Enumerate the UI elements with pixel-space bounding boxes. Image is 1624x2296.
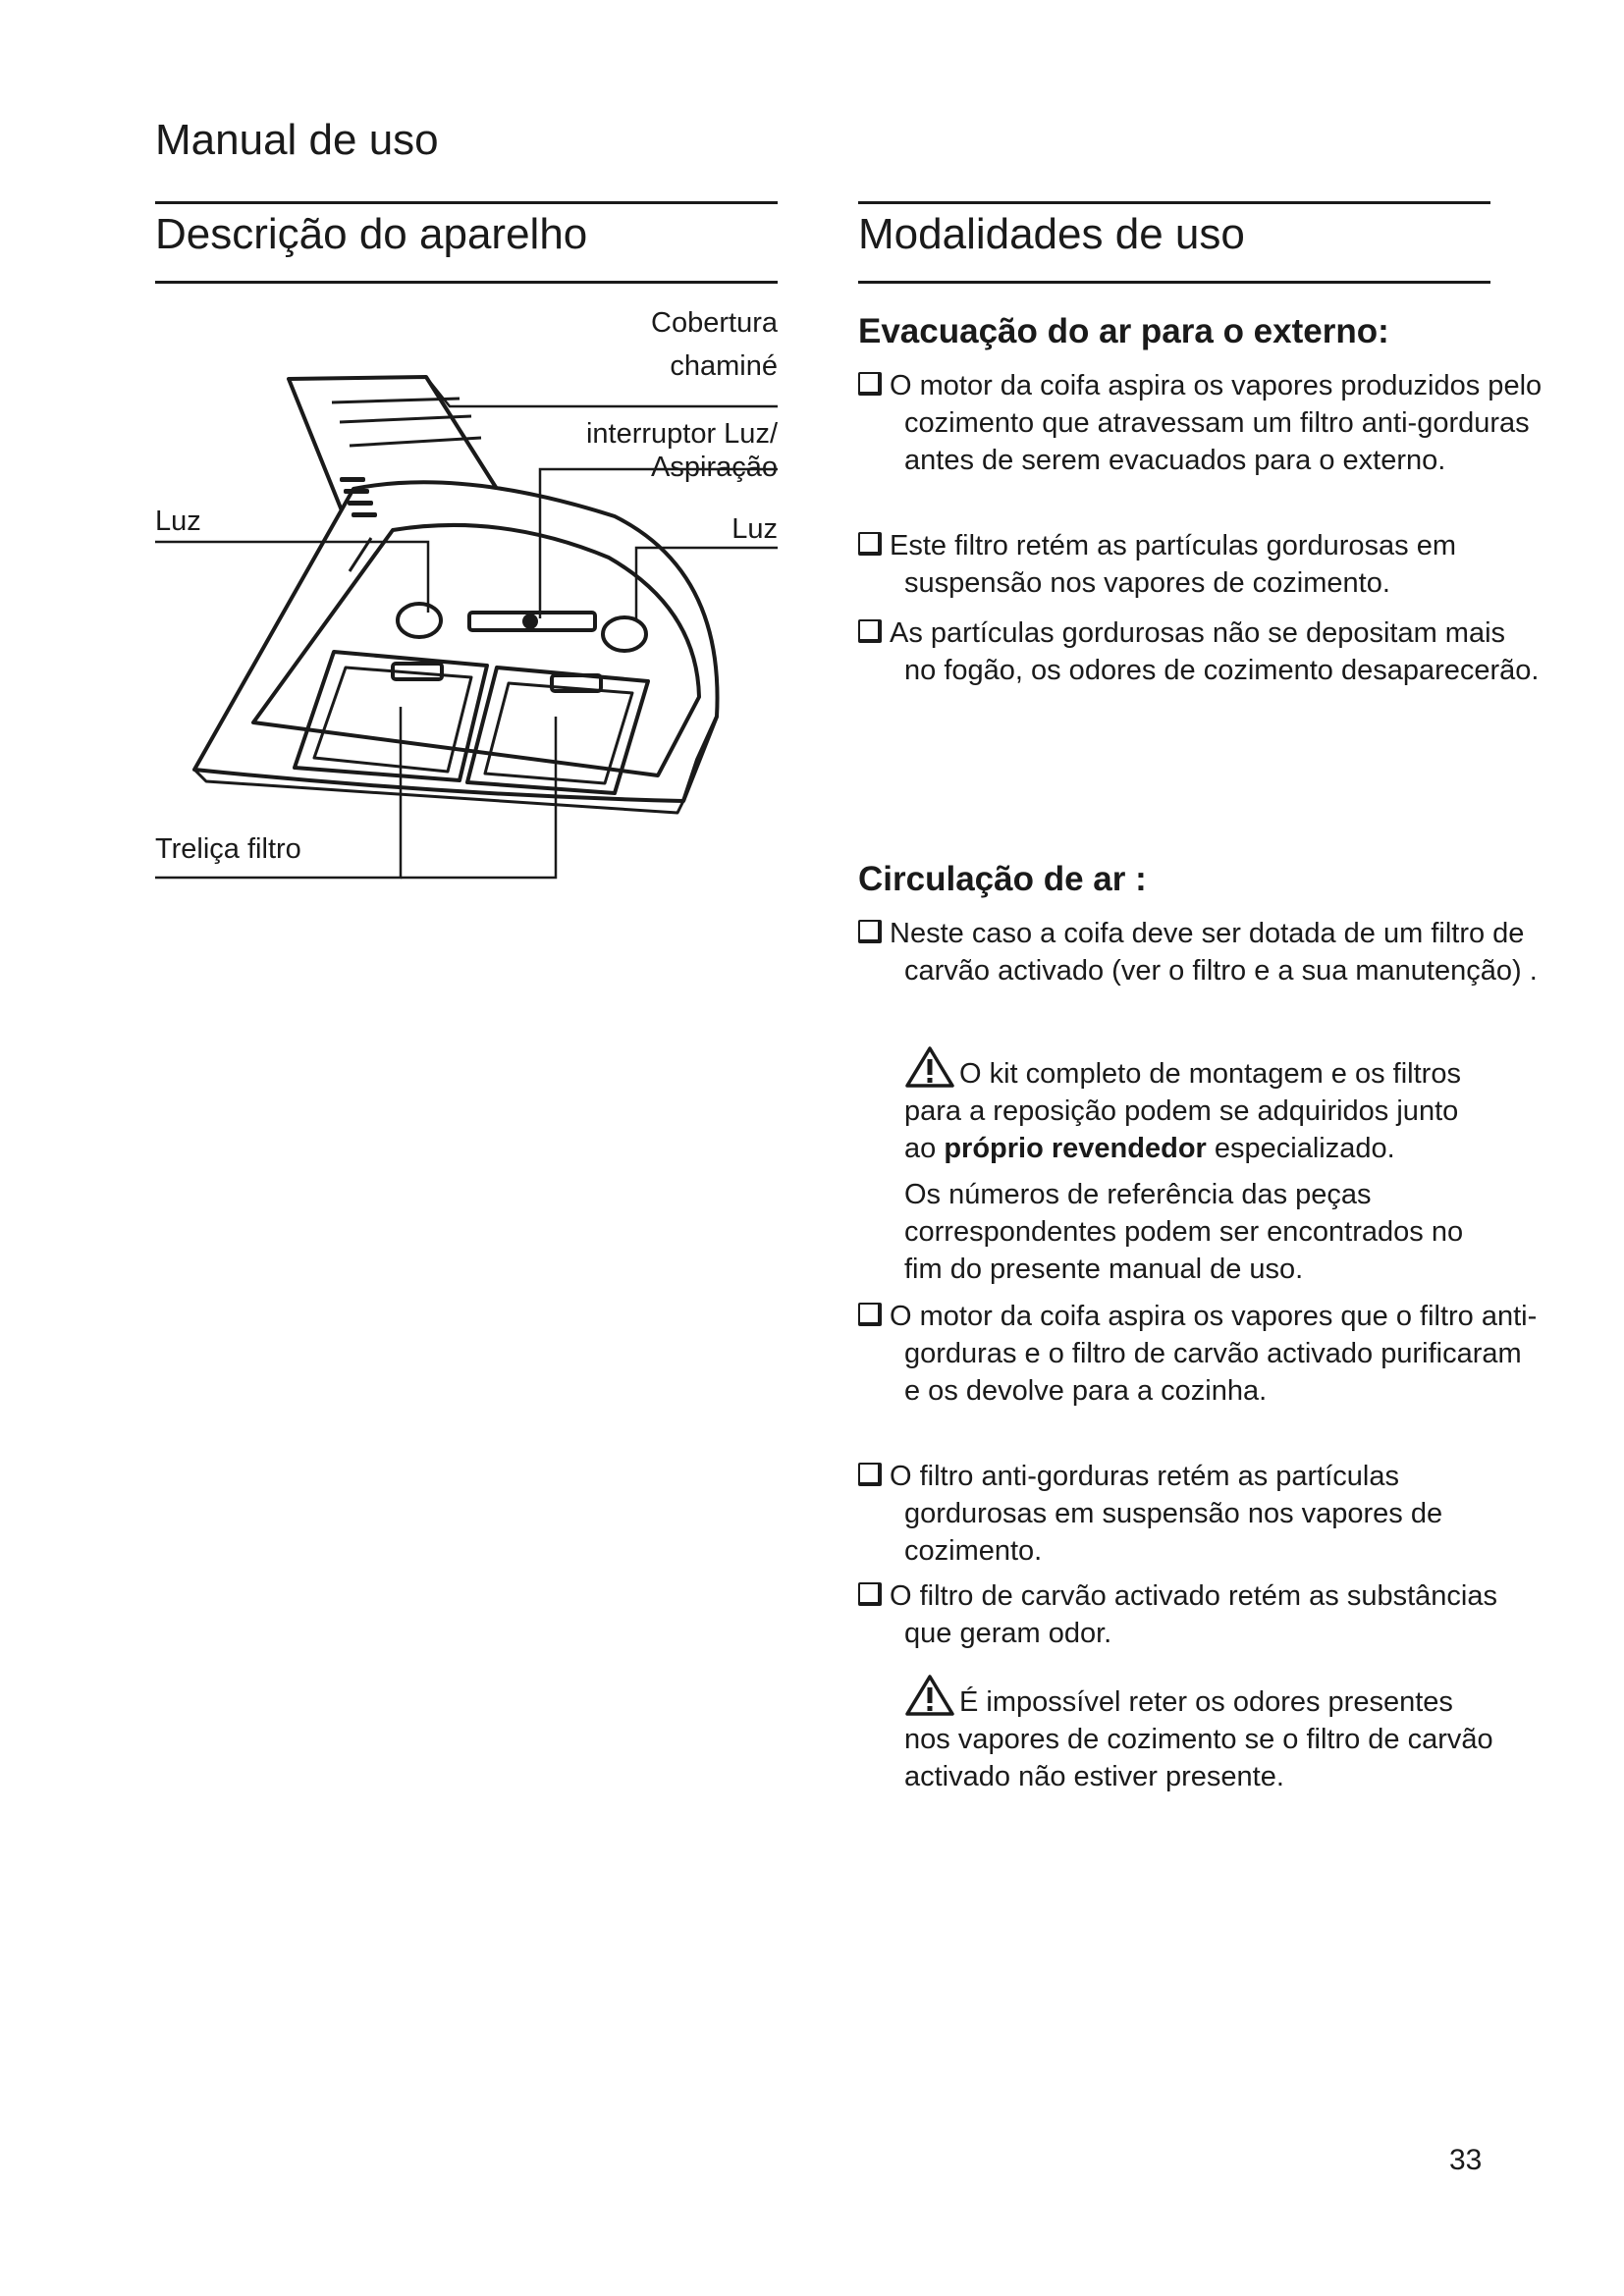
evacuation-item-3: As partículas gordurosas não se depositam mais no fogão, os odores de cozimento desaparecerão.: [858, 614, 1543, 689]
checkbox-bullet-icon: [858, 372, 882, 396]
label-switch-line1: interruptor Luz/: [585, 418, 778, 450]
circulation-heading: Circulação de ar :: [858, 860, 1147, 898]
manual-title: Manual de uso: [155, 116, 439, 164]
description-section-title: Descrição do aparelho: [155, 210, 588, 258]
circulation-item-3: O filtro anti-gorduras retém as partículas gordurosas em suspensão nos vapores de cozimento.: [858, 1458, 1543, 1570]
checkbox-bullet-icon: [858, 619, 882, 643]
label-filter-grid: Treliça filtro: [155, 833, 301, 865]
checkbox-bullet-icon: [858, 1582, 882, 1606]
checkbox-bullet-icon: [858, 1303, 882, 1326]
note-reference-numbers: Os números de referência das peças correspondentes podem ser encontrados no fim do presente manual de uso.: [904, 1179, 1464, 1285]
left-bottom-rule: [155, 281, 778, 284]
label-switch-line2: Aspiração: [651, 452, 778, 483]
evacuation-heading: Evacuação do ar para o externo:: [858, 312, 1389, 350]
label-light-right: Luz: [731, 513, 778, 545]
checkbox-bullet-icon: [858, 920, 882, 943]
evacuation-item-2: Este filtro retém as partículas gordurosas em suspensão nos vapores de cozimento.: [858, 527, 1543, 602]
right-bottom-rule: [858, 281, 1490, 284]
right-top-rule: [858, 201, 1490, 204]
circulation-item-4: O filtro de carvão activado retém as substâncias que geram odor.: [858, 1577, 1543, 1652]
evacuation-item-1: O motor da coifa aspira os vapores produzidos pelo cozimento que atravessam um filtro anti-gorduras antes de serem evacuados para o externo.: [858, 367, 1543, 479]
usage-section-title: Modalidades de uso: [858, 210, 1245, 258]
warning-note-odors: É impossível reter os odores presentes nos vapores de cozimento se o filtro de carvão activado não estiver presente.: [904, 1674, 1493, 1795]
label-chimney-cover-line2: chaminé: [670, 350, 778, 382]
warning-note-kit: O kit completo de montagem e os filtros para a reposição podem se adquiridos junto ao próprio revendedor especializado.: [904, 1045, 1493, 1167]
page-number: 33: [1449, 2144, 1483, 2176]
checkbox-bullet-icon: [858, 1463, 882, 1486]
label-light-left: Luz: [155, 506, 201, 537]
warning-triangle-icon: [904, 1045, 955, 1089]
circulation-item-first: Neste caso a coifa deve ser dotada de um filtro de carvão activado (ver o filtro e a sua manutenção) .: [858, 915, 1543, 989]
checkbox-bullet-icon: [858, 532, 882, 556]
label-chimney-cover-line1: Cobertura: [651, 307, 778, 339]
circulation-item-2: O motor da coifa aspira os vapores que o filtro anti-gorduras e o filtro de carvão activado purificaram e os devolve para a cozinha.: [858, 1298, 1543, 1410]
warning-triangle-icon: [904, 1674, 955, 1717]
left-top-rule: [155, 201, 778, 204]
